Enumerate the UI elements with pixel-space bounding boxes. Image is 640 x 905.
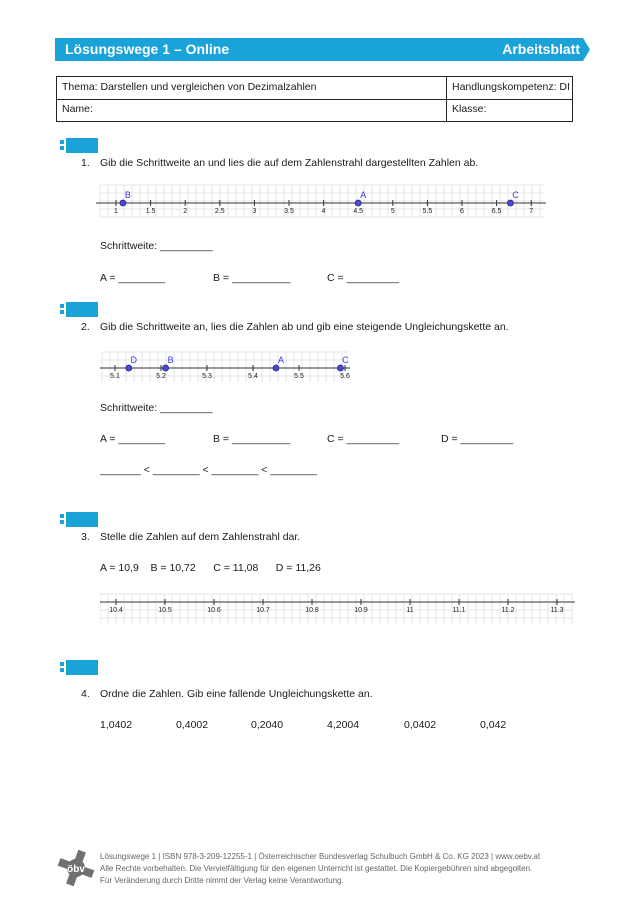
number-line-1 xyxy=(96,183,546,219)
task-1-answer-c[interactable]: C = _________ xyxy=(327,272,400,284)
nl3-svg xyxy=(100,592,575,626)
tick-label: 10.5 xyxy=(158,607,172,614)
task-3-values: A = 10,9 B = 10,72 C = 11,08 D = 11,26 xyxy=(100,562,321,574)
nl2-svg xyxy=(100,350,350,384)
task-1-answer-b[interactable]: B = __________ xyxy=(213,272,291,284)
tick-label: 5.3 xyxy=(202,373,212,380)
tick-label: 5.5 xyxy=(294,373,304,380)
point-D xyxy=(126,365,132,371)
name-field[interactable]: Name: xyxy=(62,103,93,115)
task-2-answer-b[interactable]: B = __________ xyxy=(213,433,291,445)
tick-label: 2.5 xyxy=(214,208,225,215)
tick-label: 4.5 xyxy=(353,208,364,215)
tick-label: 2 xyxy=(183,208,188,215)
tick-label: 5.2 xyxy=(156,373,166,380)
task-4-number: 4. xyxy=(81,688,90,700)
task-2-text: Gib die Schrittweite an, lies die Zahlen ab und gib eine steigende Ungleichungskette an. xyxy=(100,321,509,333)
point-label-D: D xyxy=(130,355,138,365)
footer xyxy=(100,851,590,887)
point-label-B: B xyxy=(167,355,174,365)
number-line-2 xyxy=(100,350,350,384)
tick-label: 5 xyxy=(390,208,395,215)
worksheet-title: Lösungswege 1 – Online xyxy=(65,41,230,57)
task-2-chain[interactable]: _______ < ________ < ________ < ________ xyxy=(100,464,317,476)
task-2-answer-c[interactable]: C = _________ xyxy=(327,433,400,445)
tick-label: 11.2 xyxy=(501,607,515,614)
tick-label: 5.5 xyxy=(422,208,433,215)
tick-label: 11.1 xyxy=(452,607,466,614)
task-marker-2 xyxy=(60,302,98,317)
task-2-answer-a[interactable]: A = ________ xyxy=(100,433,166,445)
tick-label: 5.4 xyxy=(248,373,258,380)
topic-cell: Thema: Darstellen und vergleichen von Dezimalzahlen xyxy=(62,81,317,93)
task-1-text: Gib die Schrittweite an und lies die auf dem Zahlenstrahl dargestellten Zahlen ab. xyxy=(100,157,479,169)
task-marker-1 xyxy=(60,138,98,153)
number-line-3[interactable] xyxy=(100,592,575,626)
tick-label: 1.5 xyxy=(145,208,156,215)
footer-line-1: Lösungswege 1 | ISBN 978-3-209-12255-1 | Österreichischer Bundesverlag Schulbuch GmbH & Co. KG 2023 | www.oebv.at xyxy=(100,852,541,861)
oebv-logo xyxy=(56,848,96,888)
task-marker-3 xyxy=(60,512,98,527)
task-2-step[interactable]: Schrittweite: _________ xyxy=(100,402,213,414)
nl1-svg xyxy=(96,183,546,219)
task-3-number: 3. xyxy=(81,531,90,543)
task-marker-4 xyxy=(60,660,98,675)
footer-line-3: Für Veränderung durch Dritte nimmt der Verlag keine Verantwortung. xyxy=(100,876,344,885)
tick-label: 11.3 xyxy=(550,607,564,614)
point-label-B: B xyxy=(124,190,131,200)
header-banner xyxy=(55,38,590,61)
task-4-number-2: 0,4002 xyxy=(176,719,209,731)
logo-text: öbv xyxy=(67,864,85,875)
point-C xyxy=(337,365,343,371)
task-4-number-1: 1,0402 xyxy=(100,719,133,731)
point-label-A: A xyxy=(360,190,367,200)
task-1-step[interactable]: Schrittweite: _________ xyxy=(100,240,213,252)
tick-label: 10.8 xyxy=(305,607,319,614)
task-4-number-3: 0,2040 xyxy=(251,719,284,731)
info-table xyxy=(56,76,573,122)
tick-label: 5.6 xyxy=(340,373,350,380)
point-label-C: C xyxy=(342,355,349,365)
point-B xyxy=(163,365,169,371)
task-4-number-4: 4,2004 xyxy=(327,719,360,731)
task-2-number: 2. xyxy=(81,321,90,333)
tick-label: 10.6 xyxy=(207,607,221,614)
task-4-number-6: 0,042 xyxy=(480,719,507,731)
task-4-number-5: 0,0402 xyxy=(404,719,437,731)
tick-label: 6 xyxy=(460,208,464,215)
point-label-C: C xyxy=(512,190,519,200)
tick-label: 10.4 xyxy=(109,607,123,614)
tick-label: 5.1 xyxy=(110,373,120,380)
task-1-answer-a[interactable]: A = ________ xyxy=(100,272,166,284)
class-field[interactable]: Klasse: xyxy=(452,103,487,115)
task-2-answer-d[interactable]: D = _________ xyxy=(441,433,514,445)
point-label-A: A xyxy=(277,355,285,365)
tick-label: 4 xyxy=(321,208,326,215)
footer-line-2: Alle Rechte vorbehalten. Die Vervielfältigung für den eigenen Unterricht ist gestattet. Die Kopiergebühren sind abgegolten. xyxy=(100,864,533,873)
task-3-text: Stelle die Zahlen auf dem Zahlenstrahl dar. xyxy=(100,531,301,543)
tick-label: 1 xyxy=(114,208,118,215)
point-B xyxy=(120,200,126,206)
task-4-text: Ordne die Zahlen. Gib eine fallende Ungleichungskette an. xyxy=(100,688,373,700)
point-A xyxy=(273,365,279,371)
tick-label: 11 xyxy=(406,607,414,614)
point-C xyxy=(507,200,513,206)
tick-label: 7 xyxy=(529,208,534,215)
tick-label: 3.5 xyxy=(284,208,294,215)
tick-label: 3 xyxy=(252,208,257,215)
point-A xyxy=(355,200,361,206)
task-1-number: 1. xyxy=(81,157,90,169)
tick-label: 10.9 xyxy=(354,607,368,614)
tick-label: 10.7 xyxy=(256,607,270,614)
tick-label: 6.5 xyxy=(491,208,502,215)
worksheet-type: Arbeitsblatt xyxy=(502,41,580,57)
competence-cell: Handlungskompetenz: DI xyxy=(452,81,570,93)
